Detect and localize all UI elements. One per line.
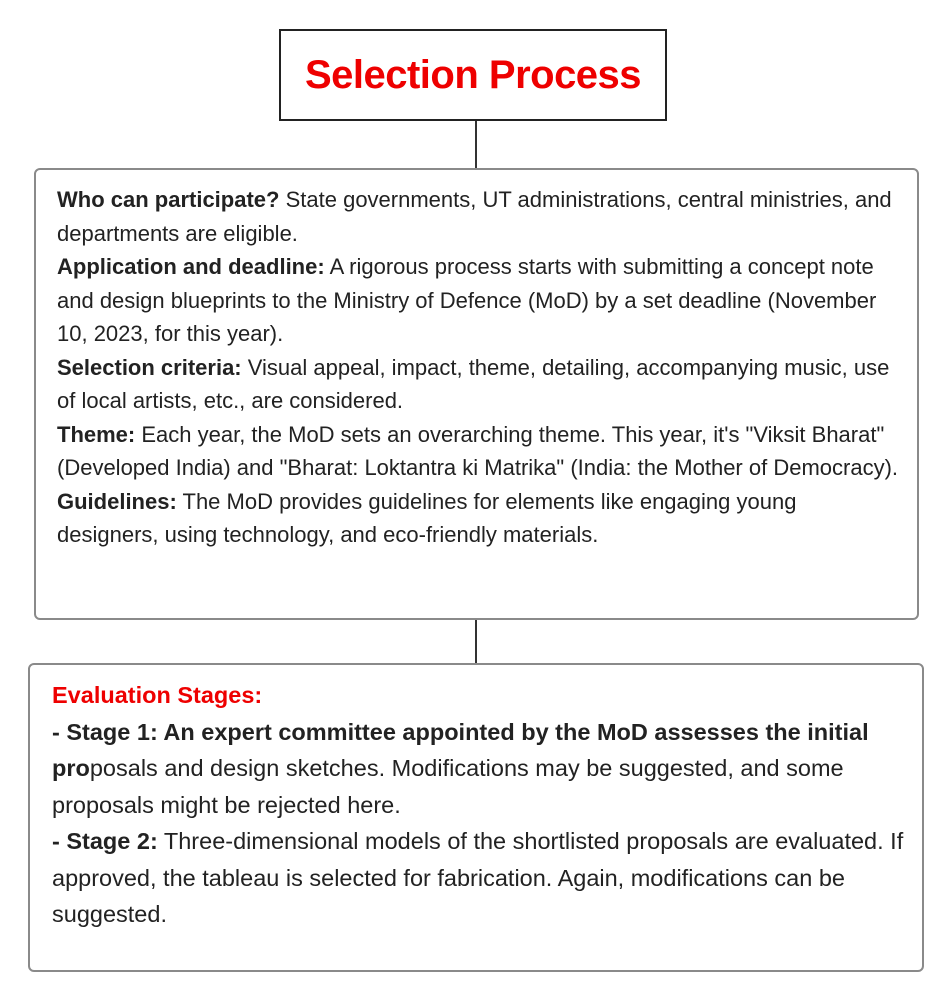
- participation-item: [57, 183, 899, 250]
- guidelines-item: [57, 485, 899, 552]
- evaluation-card: [28, 663, 924, 972]
- application-item: [57, 250, 899, 351]
- connector-title-to-info: [475, 121, 477, 168]
- info-card: [34, 168, 919, 620]
- participation-label: Who can participate?: [57, 187, 280, 212]
- stage-2-label: - Stage 2:: [52, 828, 158, 854]
- theme-label: Theme:: [57, 421, 136, 447]
- stage-1-item: [52, 714, 906, 824]
- guidelines-text: The MoD provides guidelines for elements like engaging young designers, using technology, and eco-friendly materials.: [57, 488, 797, 547]
- evaluation-heading: Evaluation Stages:: [52, 682, 263, 708]
- stage-2-item: [52, 823, 906, 933]
- criteria-label: Selection criteria:: [57, 354, 242, 380]
- theme-text: Each year, the MoD sets an overarching theme. This year, it's "Viksit Bharat" (Developed India) and "Bharat: Loktantra ki Matrika" (India: the Mother of Democracy).: [57, 421, 899, 480]
- connector-info-to-evaluation: [475, 620, 477, 663]
- participation-text: State governments, UT administrations, central ministries, and departments are eligible.: [57, 187, 892, 246]
- criteria-text: Visual appeal, impact, theme, detailing, accompanying music, use of local artists, etc., are considered.: [57, 354, 890, 413]
- title-box: [279, 29, 667, 121]
- stage-1-text: posals and design sketches. Modifications may be suggested, and some proposals might be rejected here.: [52, 755, 844, 818]
- stage-2-text: Three-dimensional models of the shortlisted proposals are evaluated. If approved, the tableau is selected for fabrication. Again, modifications can be suggested.: [52, 828, 904, 927]
- diagram-title: Selection Process: [304, 52, 642, 97]
- application-label: Application and deadline:: [57, 254, 325, 279]
- stage-1-label: - Stage 1: An expert committee appointed by the MoD assesses the initial pro: [52, 718, 869, 781]
- criteria-item: [57, 351, 899, 418]
- theme-item: [57, 418, 899, 485]
- guidelines-label: Guidelines:: [57, 488, 177, 514]
- application-text: A rigorous process starts with submitting a concept note and design blueprints to the Ministry of Defence (MoD) by a set deadline (November 10, 2023, for this year).: [57, 254, 877, 346]
